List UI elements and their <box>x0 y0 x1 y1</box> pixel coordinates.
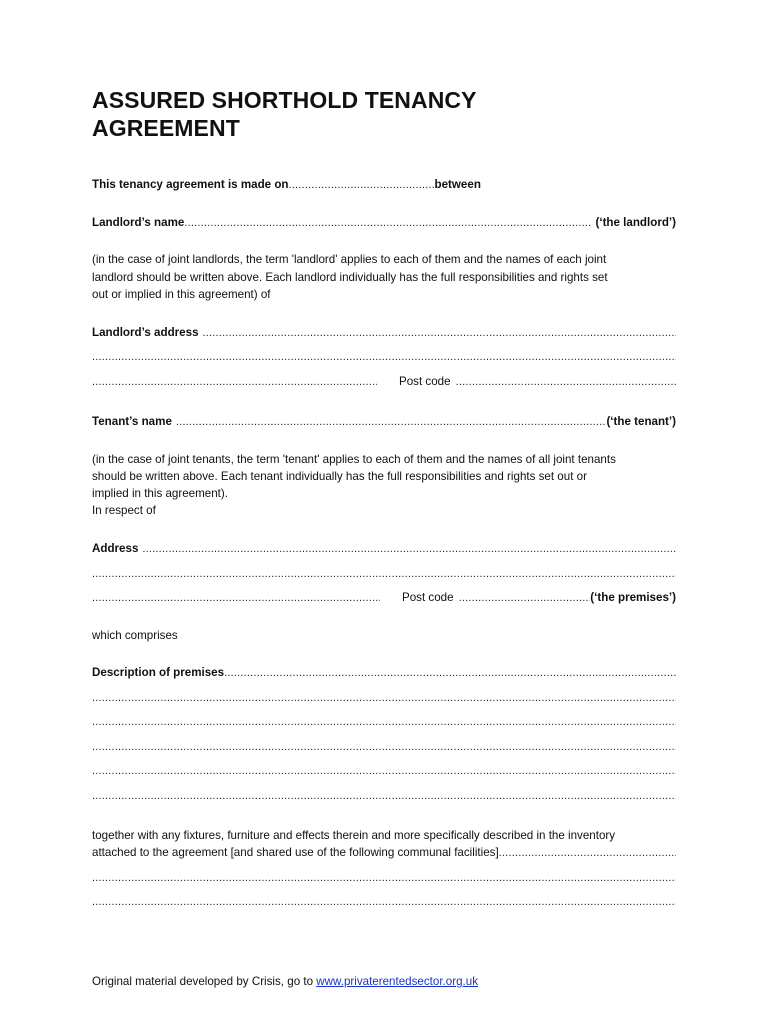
description-line <box>92 739 676 755</box>
which-comprises-text: which comprises <box>92 629 178 642</box>
landlord-name-field[interactable] <box>184 215 591 231</box>
landlord-name-row <box>92 215 676 231</box>
landlord-note-line: (in the case of joint landlords, the term 'landlord' applies to each of them and the names of each joint <box>92 253 607 266</box>
address-label: Address <box>92 542 139 555</box>
title-line-1: ASSURED SHORTHOLD TENANCY <box>92 87 477 113</box>
landlord-address-field-2[interactable] <box>92 349 676 365</box>
tenant-note-line: implied in this agreement). <box>92 487 228 500</box>
landlord-post-code-field[interactable] <box>456 374 676 390</box>
made-on-row <box>92 177 481 193</box>
tenant-name-row <box>92 414 676 430</box>
communal-facilities-field-2[interactable] <box>92 870 676 886</box>
fixtures-note-line-1: together with any fixtures, furniture and effects therein and more specifically described in the inventory <box>92 829 616 842</box>
landlord-address-field-1[interactable] <box>203 325 676 341</box>
description-line <box>92 714 676 730</box>
address-post-code-field[interactable] <box>459 590 591 606</box>
landlord-address-row <box>92 325 676 341</box>
fixtures-note-text: attached to the agreement [and shared use of the following communal facilities] <box>92 846 499 859</box>
description-row <box>92 665 676 681</box>
tenant-name-field[interactable] <box>176 414 607 430</box>
landlord-post-code-label: Post code <box>399 375 451 388</box>
landlord-address-field-3[interactable] <box>92 374 377 390</box>
description-field-4[interactable] <box>92 739 676 755</box>
address-row <box>92 541 676 557</box>
description-field-2[interactable] <box>92 690 676 706</box>
address-suffix: (‘the premises’) <box>590 591 676 604</box>
description-line <box>92 788 676 804</box>
communal-facilities-line <box>92 894 676 910</box>
communal-facilities-field-3[interactable] <box>92 894 676 910</box>
description-field-1[interactable] <box>224 665 676 681</box>
tenant-note-line: (in the case of joint tenants, the term 'tenant' applies to each of them and the names of all joint tenants <box>92 453 616 466</box>
description-line <box>92 763 676 779</box>
landlord-name-suffix: (‘the landlord’) <box>595 216 676 229</box>
fixtures-note-line-2 <box>92 845 676 861</box>
address-field-3[interactable] <box>92 590 380 606</box>
communal-facilities-line <box>92 870 676 886</box>
address-line-2 <box>92 566 676 582</box>
description-label: Description of premises <box>92 666 225 679</box>
footer-text: Original material developed by Crisis, go to <box>92 975 317 988</box>
address-field-1[interactable] <box>142 541 676 557</box>
description-field-3[interactable] <box>92 714 676 730</box>
description-line <box>92 690 676 706</box>
landlord-note <box>92 251 678 304</box>
tenant-name-label: Tenant’s name <box>92 415 172 428</box>
tenant-note-line: In respect of <box>92 504 156 517</box>
address-field-2[interactable] <box>92 566 676 582</box>
title-line-2: AGREEMENT <box>92 115 240 141</box>
landlord-note-line: landlord should be written above. Each landlord individually has the full responsibilities and rights set <box>92 270 608 284</box>
communal-facilities-field-1[interactable] <box>499 845 676 861</box>
footer-link[interactable]: www.privaterentedsector.org.uk <box>316 975 478 988</box>
made-on-prefix: This tenancy agreement is made on <box>92 178 289 191</box>
footer <box>92 974 478 990</box>
description-field-6[interactable] <box>92 788 676 804</box>
landlord-address-label: Landlord’s address <box>92 326 199 339</box>
landlord-note-line: out or implied in this agreement) of <box>92 288 271 301</box>
landlord-address-line-2 <box>92 349 676 365</box>
made-on-suffix: between <box>434 178 481 191</box>
address-line-3 <box>92 590 676 606</box>
document-title <box>92 86 692 142</box>
tenant-note <box>92 451 678 519</box>
description-field-5[interactable] <box>92 763 676 779</box>
address-post-code-label: Post code <box>402 591 454 604</box>
tenant-note-line: should be written above. Each tenant individually has the full responsibilities and rights set out or <box>92 470 587 483</box>
landlord-address-line-3 <box>92 374 676 390</box>
landlord-name-label: Landlord’s name <box>92 216 185 229</box>
made-on-date-field[interactable] <box>289 177 435 193</box>
tenant-name-suffix: (‘the tenant’) <box>606 415 676 428</box>
